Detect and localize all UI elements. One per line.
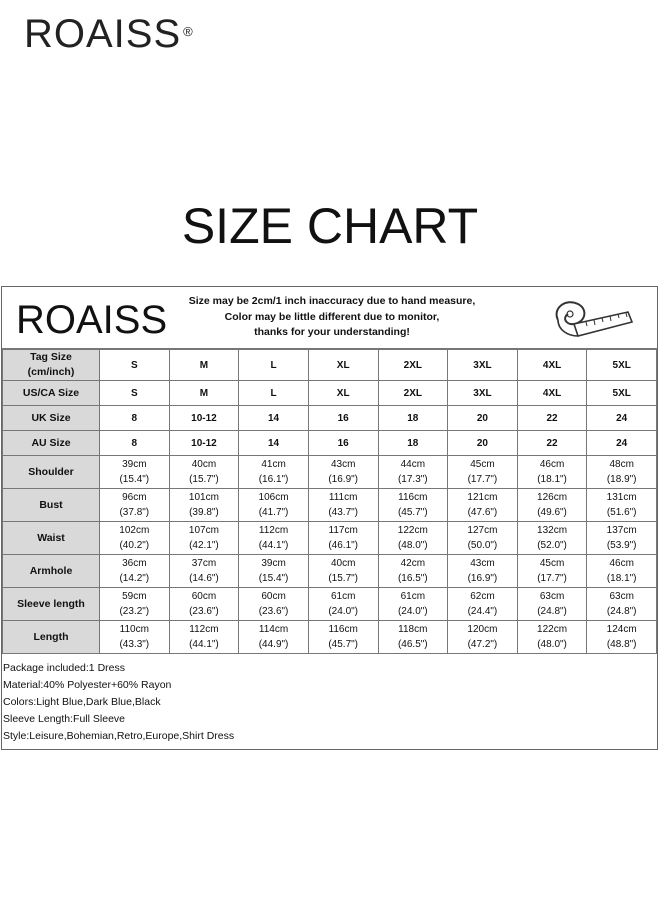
inch-value: (46.1") bbox=[328, 540, 359, 551]
measurement-cell bbox=[100, 555, 170, 588]
size-cell: 20 bbox=[448, 406, 518, 431]
cm-value: 126cm bbox=[537, 492, 568, 503]
measurement-cell bbox=[169, 456, 239, 489]
cm-value: 110cm bbox=[119, 624, 149, 635]
measurement-cell bbox=[100, 522, 170, 555]
inch-value: (44.9") bbox=[258, 639, 289, 650]
measurement-cell bbox=[448, 621, 518, 654]
inch-value: (45.7") bbox=[397, 507, 428, 518]
inch-value: (23.2") bbox=[119, 606, 150, 617]
cm-value: 107cm bbox=[188, 525, 219, 536]
measurement-cell bbox=[169, 489, 239, 522]
cm-value: 60cm bbox=[261, 591, 286, 602]
note-line: Color may be little different due to monitor, bbox=[224, 310, 440, 323]
inch-value: (49.6") bbox=[537, 507, 567, 518]
measurement-cell bbox=[100, 588, 170, 621]
measurement-row bbox=[3, 555, 657, 588]
inch-value: (39.8") bbox=[189, 507, 219, 518]
measurement-cell bbox=[378, 555, 448, 588]
size-cell: 4XL bbox=[517, 381, 587, 406]
size-cell: 5XL bbox=[587, 381, 657, 406]
size-system-row bbox=[3, 406, 657, 431]
inch-value: (48.0") bbox=[537, 639, 567, 650]
cm-value: 102cm bbox=[119, 525, 150, 536]
row-label: US/CA Size bbox=[3, 381, 100, 406]
size-chart bbox=[1, 286, 658, 750]
measurement-cell bbox=[308, 489, 378, 522]
size-cell: L bbox=[239, 350, 309, 381]
size-cell: 16 bbox=[308, 406, 378, 431]
row-label: Length bbox=[3, 621, 100, 654]
cm-value: 132cm bbox=[537, 525, 568, 536]
size-cell: 10-12 bbox=[169, 431, 239, 456]
size-cell: 24 bbox=[587, 406, 657, 431]
note-line: thanks for your understanding! bbox=[254, 326, 410, 338]
size-cell: 16 bbox=[308, 431, 378, 456]
row-label: Waist bbox=[3, 522, 100, 555]
measurement-cell bbox=[308, 456, 378, 489]
size-cell: XL bbox=[308, 381, 378, 406]
cm-value: 40cm bbox=[330, 558, 356, 569]
measurement-row bbox=[3, 456, 657, 489]
inch-value: (15.4") bbox=[258, 573, 289, 584]
inch-value: (24.4") bbox=[467, 606, 498, 617]
measurement-cell bbox=[100, 456, 170, 489]
size-cell: S bbox=[100, 381, 170, 406]
size-cell: 10-12 bbox=[169, 406, 239, 431]
sleeve-info: Sleeve Length:Full Sleeve bbox=[3, 713, 125, 725]
inch-value: (48.0") bbox=[397, 540, 428, 551]
measurement-cell bbox=[587, 621, 657, 654]
cm-value: 101cm bbox=[188, 492, 219, 503]
measuring-tape-icon bbox=[548, 290, 638, 345]
inch-value: (17.7") bbox=[467, 474, 498, 485]
size-cell: 18 bbox=[378, 406, 448, 431]
measurement-cell bbox=[517, 621, 587, 654]
measurement-cell bbox=[239, 621, 309, 654]
size-cell: 22 bbox=[517, 431, 587, 456]
cm-value: 61cm bbox=[400, 591, 426, 602]
tag-size-label: Tag Size (cm/inch) bbox=[3, 350, 100, 381]
size-cell: 22 bbox=[517, 406, 587, 431]
row-label: Sleeve length bbox=[3, 588, 100, 621]
cm-value: 117cm bbox=[328, 525, 358, 536]
inch-value: (24.8") bbox=[606, 606, 637, 617]
style-info: Style:Leisure,Bohemian,Retro,Europe,Shirt Dress bbox=[3, 730, 235, 742]
row-label: Armhole bbox=[3, 555, 100, 588]
size-cell: 8 bbox=[100, 431, 170, 456]
size-cell: 2XL bbox=[378, 381, 448, 406]
cm-value: 45cm bbox=[470, 459, 495, 470]
measurement-cell bbox=[378, 621, 448, 654]
measurement-cell bbox=[239, 489, 309, 522]
inch-value: (14.6") bbox=[189, 573, 219, 584]
cm-value: 42cm bbox=[400, 558, 426, 569]
inch-value: (50.0") bbox=[467, 540, 498, 551]
inch-value: (40.2") bbox=[119, 540, 150, 551]
measurement-cell bbox=[308, 588, 378, 621]
measurement-cell bbox=[378, 489, 448, 522]
cm-value: 116cm bbox=[398, 492, 428, 503]
cm-value: 122cm bbox=[537, 624, 568, 635]
measurement-cell bbox=[587, 456, 657, 489]
cm-value: 121cm bbox=[467, 492, 498, 503]
inch-value: (45.7") bbox=[328, 639, 359, 650]
measurement-cell bbox=[448, 489, 518, 522]
size-cell: 3XL bbox=[448, 381, 518, 406]
cm-value: 44cm bbox=[400, 459, 426, 470]
colors-info: Colors:Light Blue,Dark Blue,Black bbox=[3, 696, 161, 708]
measurement-cell bbox=[378, 456, 448, 489]
cm-value: 122cm bbox=[397, 525, 428, 536]
material-info: Material:40% Polyester+60% Rayon bbox=[3, 679, 172, 691]
cm-value: 118cm bbox=[398, 624, 428, 635]
inch-value: (18.1") bbox=[606, 573, 637, 584]
row-label: Shoulder bbox=[3, 456, 100, 489]
cm-value: 120cm bbox=[467, 624, 498, 635]
measurement-cell bbox=[308, 555, 378, 588]
inch-value: (16.5") bbox=[397, 573, 428, 584]
measurement-row bbox=[3, 588, 657, 621]
cm-value: 46cm bbox=[539, 459, 565, 470]
inch-value: (15.4") bbox=[119, 474, 150, 485]
measurement-cell bbox=[517, 522, 587, 555]
measurement-cell bbox=[448, 456, 518, 489]
cm-value: 106cm bbox=[258, 492, 289, 503]
cm-value: 43cm bbox=[470, 558, 495, 569]
inch-value: (44.1") bbox=[258, 540, 289, 551]
cm-value: 61cm bbox=[330, 591, 356, 602]
measurement-cell bbox=[239, 588, 309, 621]
size-cell: M bbox=[169, 381, 239, 406]
measurement-cell bbox=[517, 555, 587, 588]
inch-value: (46.5") bbox=[397, 639, 428, 650]
inch-value: (16.9") bbox=[328, 474, 359, 485]
size-cell: 4XL bbox=[517, 350, 587, 381]
row-label: Bust bbox=[3, 489, 100, 522]
size-cell: S bbox=[100, 350, 170, 381]
inch-value: (24.8") bbox=[537, 606, 567, 617]
size-cell: 14 bbox=[239, 431, 309, 456]
measurement-cell bbox=[378, 522, 448, 555]
measurement-cell bbox=[587, 489, 657, 522]
cm-value: 127cm bbox=[467, 525, 498, 536]
measurement-cell bbox=[239, 555, 309, 588]
cm-value: 37cm bbox=[191, 558, 217, 569]
inch-value: (14.2") bbox=[119, 573, 150, 584]
size-cell: XL bbox=[308, 350, 378, 381]
inch-value: (41.7") bbox=[258, 507, 289, 518]
size-cell: 24 bbox=[587, 431, 657, 456]
cm-value: 112cm bbox=[258, 525, 289, 536]
inch-value: (47.6") bbox=[467, 507, 498, 518]
size-cell: 8 bbox=[100, 406, 170, 431]
size-system-row bbox=[3, 431, 657, 456]
cm-value: 62cm bbox=[470, 591, 495, 602]
measurement-cell bbox=[378, 588, 448, 621]
inch-value: (18.9") bbox=[606, 474, 637, 485]
inch-value: (43.3") bbox=[119, 639, 150, 650]
cm-value: 41cm bbox=[261, 459, 286, 470]
measurement-cell bbox=[517, 588, 587, 621]
cm-value: 112cm bbox=[189, 624, 219, 635]
inch-value: (23.6") bbox=[258, 606, 289, 617]
size-cell: 5XL bbox=[587, 350, 657, 381]
measurement-cell bbox=[448, 555, 518, 588]
measurement-cell bbox=[239, 522, 309, 555]
cm-value: 114cm bbox=[258, 624, 289, 635]
row-label: AU Size bbox=[3, 431, 100, 456]
size-cell: 2XL bbox=[378, 350, 448, 381]
inch-value: (43.7") bbox=[328, 507, 359, 518]
measurement-cell bbox=[587, 588, 657, 621]
inch-value: (16.9") bbox=[467, 573, 498, 584]
measurement-cell bbox=[169, 555, 239, 588]
size-system-row bbox=[3, 381, 657, 406]
measurement-cell bbox=[169, 588, 239, 621]
brand-logo bbox=[24, 14, 194, 54]
cm-value: 46cm bbox=[609, 558, 634, 569]
measurement-cell bbox=[169, 621, 239, 654]
cm-value: 63cm bbox=[609, 591, 634, 602]
cm-value: 124cm bbox=[606, 624, 637, 635]
inch-value: (44.1") bbox=[189, 639, 219, 650]
inch-value: (47.2") bbox=[467, 639, 498, 650]
cm-value: 111cm bbox=[328, 492, 358, 503]
cm-value: 131cm bbox=[606, 492, 637, 503]
cm-value: 137cm bbox=[606, 525, 637, 536]
inch-value: (15.7") bbox=[328, 573, 359, 584]
measurement-cell bbox=[448, 588, 518, 621]
tag-size-row bbox=[3, 350, 657, 381]
measurement-cell bbox=[169, 522, 239, 555]
cm-value: 39cm bbox=[122, 459, 147, 470]
size-cell: 20 bbox=[448, 431, 518, 456]
cm-value: 96cm bbox=[122, 492, 147, 503]
registered-mark: ® bbox=[183, 24, 194, 39]
measurement-cell bbox=[100, 489, 170, 522]
inch-value: (24.0") bbox=[397, 606, 428, 617]
cm-value: 45cm bbox=[539, 558, 565, 569]
inch-value: (24.0") bbox=[328, 606, 359, 617]
size-cell: 18 bbox=[378, 431, 448, 456]
size-cell: 3XL bbox=[448, 350, 518, 381]
cm-value: 116cm bbox=[328, 624, 358, 635]
inch-value: (17.7") bbox=[537, 573, 567, 584]
inch-value: (15.7") bbox=[189, 474, 219, 485]
inch-value: (51.6") bbox=[606, 507, 637, 518]
measurement-cell bbox=[308, 522, 378, 555]
cm-value: 63cm bbox=[539, 591, 565, 602]
inch-value: (18.1") bbox=[537, 474, 567, 485]
brand-name: ROAISS bbox=[24, 12, 182, 56]
chart-logo: ROAISS bbox=[16, 298, 168, 342]
measurement-cell bbox=[239, 456, 309, 489]
measurement-cell bbox=[448, 522, 518, 555]
inch-value: (52.0") bbox=[537, 540, 567, 551]
cm-value: 36cm bbox=[122, 558, 147, 569]
size-table bbox=[2, 349, 657, 654]
measurement-row bbox=[3, 489, 657, 522]
page-title: SIZE CHART bbox=[181, 198, 479, 254]
measurement-cell bbox=[587, 522, 657, 555]
size-cell: L bbox=[239, 381, 309, 406]
inch-value: (37.8") bbox=[119, 507, 150, 518]
cm-value: 40cm bbox=[191, 459, 217, 470]
package-info: Package included:1 Dress bbox=[3, 662, 125, 674]
inch-value: (17.3") bbox=[397, 474, 428, 485]
measurement-cell bbox=[517, 489, 587, 522]
chart-header bbox=[2, 287, 657, 349]
measurement-row bbox=[3, 621, 657, 654]
measurement-cell bbox=[308, 621, 378, 654]
measurement-note bbox=[172, 294, 492, 341]
note-line: Size may be 2cm/1 inch inaccuracy due to hand measure, bbox=[188, 295, 476, 307]
cm-value: 39cm bbox=[261, 558, 286, 569]
inch-value: (16.1") bbox=[258, 474, 289, 485]
cm-value: 60cm bbox=[191, 591, 217, 602]
inch-value: (48.8") bbox=[606, 639, 637, 650]
row-label: UK Size bbox=[3, 406, 100, 431]
measurement-cell bbox=[517, 456, 587, 489]
inch-value: (23.6") bbox=[189, 606, 219, 617]
measurement-cell bbox=[100, 621, 170, 654]
measurement-cell bbox=[587, 555, 657, 588]
cm-value: 59cm bbox=[122, 591, 147, 602]
size-cell: M bbox=[169, 350, 239, 381]
size-cell: 14 bbox=[239, 406, 309, 431]
product-info bbox=[2, 654, 657, 745]
measurement-row bbox=[3, 522, 657, 555]
inch-value: (42.1") bbox=[189, 540, 219, 551]
cm-value: 48cm bbox=[609, 459, 634, 470]
cm-value: 43cm bbox=[330, 459, 356, 470]
inch-value: (53.9") bbox=[606, 540, 637, 551]
